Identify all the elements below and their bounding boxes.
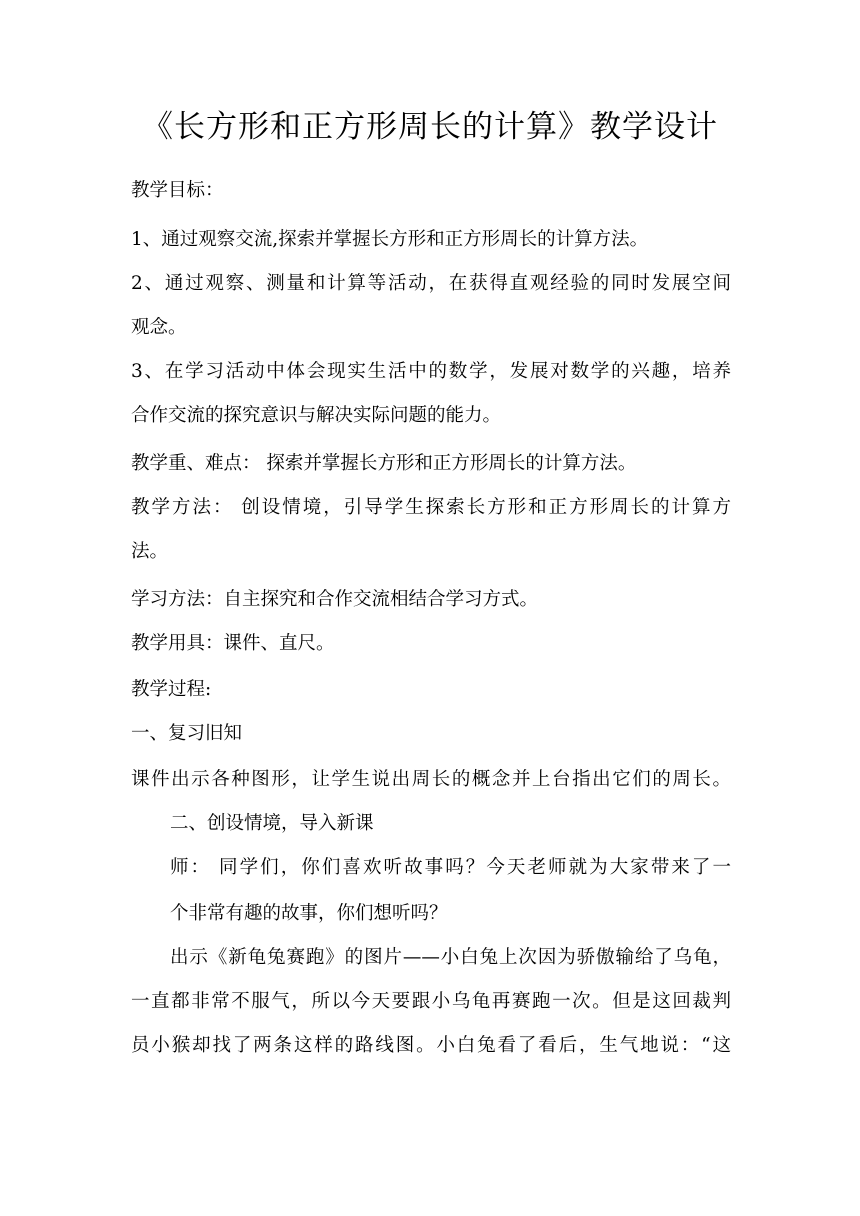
- teacher-dialogue-line-1: 师： 同学们，你们喜欢听故事吗？今天老师就为大家带来了一: [170, 857, 731, 878]
- objective-1: 1、通过观察交流,探索并掌握长方形和正方形周长的计算方法。: [131, 229, 649, 250]
- teacher-dialogue-line-2: 个非常有趣的故事，你们想听吗？: [170, 903, 448, 924]
- section-heading-objectives: 教学目标：: [131, 180, 224, 201]
- story-line-3: 员小猴却找了两条这样的路线图。小白兔看了看后，生气地说：“这: [131, 1035, 731, 1056]
- objective-2-line-2: 观念。: [131, 317, 187, 338]
- step-1-heading: 一、复习旧知: [131, 723, 243, 744]
- document-title: 《长方形和正方形周长的计算》教学设计: [142, 109, 718, 145]
- objective-2-line-1: 2、通过观察、测量和计算等活动，在获得直观经验的同时发展空间: [131, 273, 731, 294]
- step-1-content: 课件出示各种图形，让学生说出周长的概念并上台指出它们的周长。: [131, 769, 731, 790]
- objective-3-line-1: 3、在学习活动中体会现实生活中的数学，发展对数学的兴趣，培养: [131, 361, 731, 382]
- section-heading-process: 教学过程:: [131, 679, 212, 700]
- story-line-1: 出示《新龟兔赛跑》的图片——小白兔上次因为骄傲输给了乌龟，: [170, 947, 731, 968]
- teaching-method-line-1: 教学方法： 创设情境，引导学生探索长方形和正方形周长的计算方: [131, 497, 731, 518]
- objective-3-line-2: 合作交流的探究意识与解决实际问题的能力。: [131, 405, 502, 426]
- key-difficult-points: 教学重、难点： 探索并掌握长方形和正方形周长的计算方法。: [131, 453, 637, 474]
- story-line-2: 一直都非常不服气，所以今天要跟小乌龟再赛跑一次。但是这回裁判: [131, 991, 731, 1012]
- teaching-tools: 教学用具：课件、直尺。: [131, 633, 335, 654]
- step-2-heading: 二、创设情境，导入新课: [170, 813, 374, 834]
- teaching-method-line-2: 法。: [131, 541, 169, 562]
- learning-method: 学习方法：自主探究和合作交流相结合学习方式。: [131, 589, 539, 610]
